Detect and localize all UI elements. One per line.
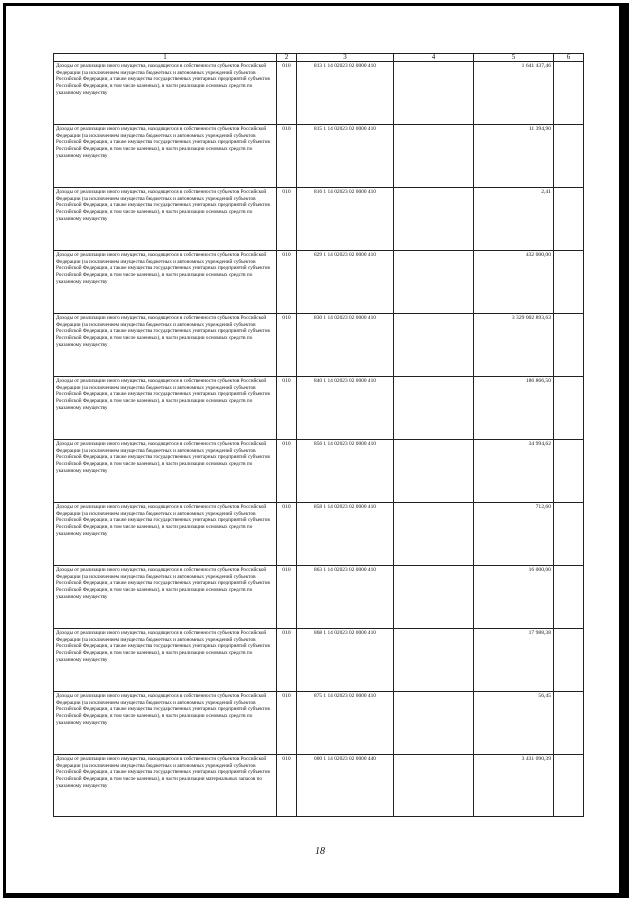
header-col-4: 4: [394, 54, 474, 62]
income-description: Доходы от реализации иного имущества, находящегося в собственности субъектов Российской Федерации (за исключением имущества бюджетных и автономных учреждений субъектов Российской Федерации, а также имущества государственных унитарных предприятий субъектов Российской Федерации, в том числе казенных), в части реализации основных средств по указанному имуществу: [54, 377, 277, 440]
budget-classification-code: 816 1 14 02023 02 0000 410: [297, 188, 394, 251]
planned-amount: [394, 377, 474, 440]
income-description: Доходы от реализации иного имущества, находящегося в собственности субъектов Российской Федерации (за исключением имущества бюджетных и автономных учреждений субъектов Российской Федерации, а также имущества государственных унитарных предприятий субъектов Российской Федерации, в том числе казенных), в части реализации основных средств по указанному имуществу: [54, 62, 277, 125]
line-code: 010: [277, 188, 297, 251]
budget-classification-code: 000 1 14 02023 02 0000 440: [297, 755, 394, 817]
planned-amount: [394, 566, 474, 629]
budget-classification-code: 815 1 14 02023 02 0000 410: [297, 125, 394, 188]
actual-amount: 1 641 437,46: [474, 62, 554, 125]
income-description: Доходы от реализации иного имущества, находящегося в собственности субъектов Российской Федерации (за исключением имущества бюджетных и автономных учреждений субъектов Российской Федерации, а также имущества государственных унитарных предприятий субъектов Российской Федерации, в том числе казенных), в части реализации основных средств по указанному имуществу: [54, 566, 277, 629]
planned-amount: [394, 755, 474, 817]
line-code: 010: [277, 314, 297, 377]
budget-classification-code: 813 1 14 02023 02 0000 410: [297, 62, 394, 125]
planned-amount: [394, 314, 474, 377]
income-description: Доходы от реализации иного имущества, находящегося в собственности субъектов Российской Федерации (за исключением имущества бюджетных и автономных учреждений субъектов Российской Федерации, а также имущества государственных унитарных предприятий субъектов Российской Федерации, в том числе казенных), в части реализации основных средств по указанному имуществу: [54, 125, 277, 188]
actual-amount: 17 988,38: [474, 629, 554, 692]
budget-classification-code: 858 1 14 02023 02 0000 410: [297, 503, 394, 566]
deviation-amount: [554, 314, 584, 377]
actual-amount: 712,60: [474, 503, 554, 566]
income-description: Доходы от реализации иного имущества, находящегося в собственности субъектов Российской Федерации (за исключением имущества бюджетных и автономных учреждений субъектов Российской Федерации, а также имущества государственных унитарных предприятий субъектов Российской Федерации, в том числе казенных), в части реализации основных средств по указанному имуществу: [54, 188, 277, 251]
header-col-5: 5: [474, 54, 554, 62]
table-row: [54, 503, 584, 566]
deviation-amount: [554, 377, 584, 440]
report-table: [53, 53, 584, 817]
deviation-amount: [554, 440, 584, 503]
table-row: [54, 314, 584, 377]
line-code: 010: [277, 251, 297, 314]
budget-classification-code: 863 1 14 02023 02 0000 410: [297, 566, 394, 629]
deviation-amount: [554, 125, 584, 188]
budget-classification-code: 830 1 14 02023 02 0000 410: [297, 314, 394, 377]
planned-amount: [394, 188, 474, 251]
income-description: Доходы от реализации иного имущества, находящегося в собственности субъектов Российской Федерации (за исключением имущества бюджетных и автономных учреждений субъектов Российской Федерации, а также имущества государственных унитарных предприятий субъектов Российской Федерации, в том числе казенных), в части реализации основных средств по указанному имуществу: [54, 503, 277, 566]
income-description: Доходы от реализации иного имущества, находящегося в собственности субъектов Российской Федерации (за исключением имущества бюджетных и автономных учреждений субъектов Российской Федерации, а также имущества государственных унитарных предприятий субъектов Российской Федерации, в том числе казенных), в части реализации основных средств по указанному имуществу: [54, 440, 277, 503]
header-col-3: 3: [297, 54, 394, 62]
actual-amount: 3 329 002 893,63: [474, 314, 554, 377]
line-code: 010: [277, 125, 297, 188]
deviation-amount: [554, 188, 584, 251]
line-code: 010: [277, 440, 297, 503]
actual-amount: 432 000,00: [474, 251, 554, 314]
table-row: [54, 566, 584, 629]
deviation-amount: [554, 692, 584, 755]
planned-amount: [394, 692, 474, 755]
actual-amount: 56,45: [474, 692, 554, 755]
table-row: [54, 188, 584, 251]
header-col-2: 2: [277, 54, 297, 62]
income-description: Доходы от реализации иного имущества, находящегося в собственности субъектов Российской Федерации (за исключением имущества бюджетных и автономных учреждений субъектов Российской Федерации, а также имущества государственных унитарных предприятий субъектов Российской Федерации, в том числе казенных), в части реализации основных средств по указанному имуществу: [54, 629, 277, 692]
income-description: Доходы от реализации иного имущества, находящегося в собственности субъектов Российской Федерации (за исключением имущества бюджетных и автономных учреждений субъектов Российской Федерации, а также имущества государственных унитарных предприятий субъектов Российской Федерации, в том числе казенных), в части реализации основных средств по указанному имуществу: [54, 314, 277, 377]
budget-classification-code: 868 1 14 02023 02 0000 410: [297, 629, 394, 692]
table-row: [54, 125, 584, 188]
budget-classification-code: 840 1 14 02023 02 0000 410: [297, 377, 394, 440]
table-row: [54, 62, 584, 125]
table-row: [54, 755, 584, 817]
actual-amount: 2,41: [474, 188, 554, 251]
deviation-amount: [554, 566, 584, 629]
line-code: 010: [277, 566, 297, 629]
line-code: 010: [277, 62, 297, 125]
actual-amount: 11 394,90: [474, 125, 554, 188]
actual-amount: 16 000,00: [474, 566, 554, 629]
table-row: [54, 251, 584, 314]
deviation-amount: [554, 503, 584, 566]
income-description: Доходы от реализации иного имущества, находящегося в собственности субъектов Российской Федерации (за исключением имущества бюджетных и автономных учреждений субъектов Российской Федерации, а также имущества государственных унитарных предприятий субъектов Российской Федерации, в том числе казенных), в части реализации основных средств по указанному имуществу: [54, 692, 277, 755]
header-col-6: 6: [554, 54, 584, 62]
line-code: 010: [277, 503, 297, 566]
income-description: Доходы от реализации иного имущества, находящегося в собственности субъектов Российской Федерации (за исключением имущества бюджетных и автономных учреждений субъектов Российской Федерации, а также имущества государственных унитарных предприятий субъектов Российской Федерации, в том числе казенных), в части реализации основных средств по указанному имуществу: [54, 251, 277, 314]
deviation-amount: [554, 755, 584, 817]
line-code: 010: [277, 692, 297, 755]
header-row: [54, 54, 584, 62]
budget-classification-code: 856 1 14 02023 02 0000 410: [297, 440, 394, 503]
budget-classification-code: 829 1 14 02023 02 0000 410: [297, 251, 394, 314]
planned-amount: [394, 62, 474, 125]
line-code: 010: [277, 755, 297, 817]
header-col-1: 1: [54, 54, 277, 62]
table-row: [54, 692, 584, 755]
actual-amount: 186 866,50: [474, 377, 554, 440]
planned-amount: [394, 629, 474, 692]
table-row: [54, 629, 584, 692]
table-row: [54, 377, 584, 440]
actual-amount: 34 994,62: [474, 440, 554, 503]
deviation-amount: [554, 629, 584, 692]
page-number: 18: [315, 846, 325, 857]
budget-classification-code: 875 1 14 02023 02 0000 410: [297, 692, 394, 755]
actual-amount: 3 431 090,39: [474, 755, 554, 817]
planned-amount: [394, 503, 474, 566]
line-code: 010: [277, 377, 297, 440]
table-row: [54, 440, 584, 503]
planned-amount: [394, 125, 474, 188]
planned-amount: [394, 440, 474, 503]
income-description: Доходы от реализации иного имущества, находящегося в собственности субъектов Российской Федерации (за исключением имущества бюджетных и автономных учреждений субъектов Российской Федерации, а также имущества государственных унитарных предприятий субъектов Российской Федерации, в том числе казенных), в части реализации материальных запасов по указанному имуществу: [54, 755, 277, 817]
deviation-amount: [554, 251, 584, 314]
line-code: 010: [277, 629, 297, 692]
planned-amount: [394, 251, 474, 314]
deviation-amount: [554, 62, 584, 125]
